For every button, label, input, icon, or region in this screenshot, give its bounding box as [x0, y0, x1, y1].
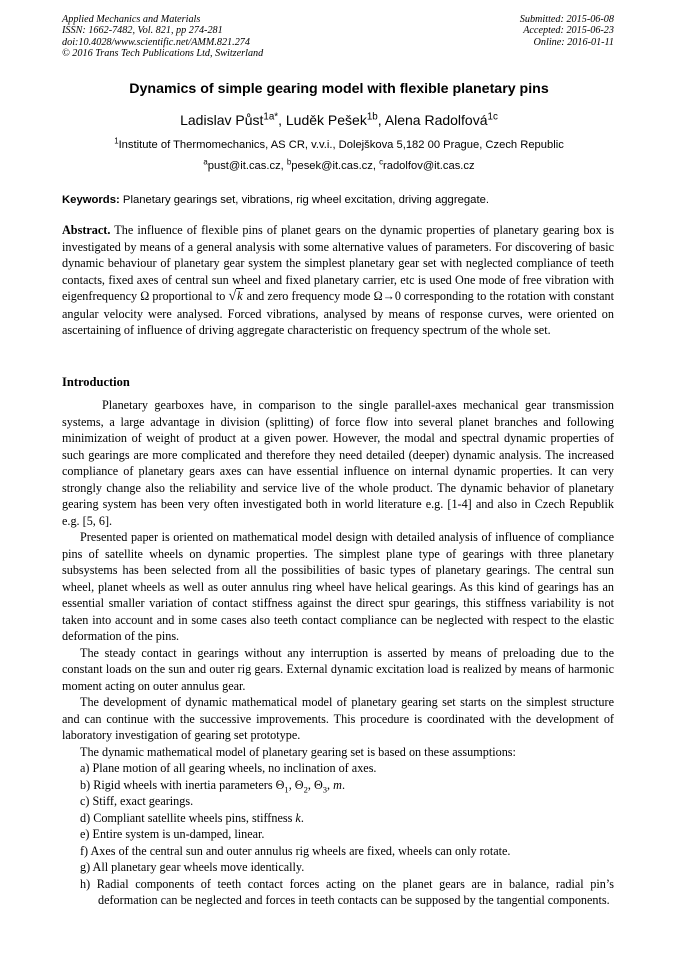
list-item-text: .: [341, 777, 345, 792]
list-item: [62, 777, 614, 794]
subscript: 1: [284, 783, 289, 794]
author-sup: 1b: [366, 111, 378, 123]
online-date: Online: 2016-01-11: [533, 36, 614, 48]
author-name: Luděk Pešek: [285, 112, 367, 128]
accepted-date: Accepted: 2015-06-23: [523, 25, 614, 37]
email-link[interactable]: pust@it.cas.cz,: [207, 160, 287, 172]
list-item-text: b) Rigid wheels with inertia parameters Θ: [80, 777, 285, 792]
list-item-text: , Θ: [307, 777, 323, 792]
keywords-text: Planetary gearings set, vibrations, rig wheel excitation, driving aggregate.: [119, 194, 489, 206]
subscript: 3: [322, 783, 328, 794]
author-name: Ladislav Půst: [180, 112, 264, 128]
author-separator: ,: [377, 112, 385, 128]
affiliation-sup: 1: [114, 136, 119, 146]
keywords: [62, 194, 614, 206]
email-sup: b: [286, 157, 292, 167]
keywords-label: Keywords:: [62, 194, 120, 206]
paragraph: The dynamic mathematical model of planetary gearing set is based on these assumptions:: [80, 744, 516, 759]
submitted-date: Submitted: 2015-06-08: [519, 14, 614, 25]
introduction-body: [62, 397, 614, 909]
list-item: g) All planetary gear wheels move identically.: [80, 860, 305, 874]
abstract-text: and zero frequency mode Ω→0 corresponding to the rotation with constant angular velocity were analysed. Forced vibrations, analysed by means of response curves, were oriented on ascertaining of influence of driving aggregate characteristic on frequency spectrum of the whole set.: [62, 289, 614, 337]
sqrt-symbol: √: [228, 289, 237, 304]
journal-name: Applied Mechanics and Materials: [62, 14, 201, 25]
variable-k: k: [295, 810, 301, 825]
abstract-text: The influence of flexible pins of planet gears on the dynamic properties of planetary gearing box is investigated by means of a general analysis with some alternative values of parameters. For discovering of basic dynamic behaviour of planetary gear system the simplest planetary gear set with neglected compliance of teeth contacts, fixed axes of central sun wheel and fixed planetary carrier, etc is used One mode of free vibration with eigenfrequency Ω proportional to: [62, 223, 614, 303]
list-item-text: .: [300, 810, 304, 825]
abstract: [62, 222, 614, 339]
author-sup: 1c: [487, 111, 498, 123]
affiliation-text: Institute of Thermomechanics, AS CR, v.v.i., Dolejškova 5,182 00 Prague, Czech Republic: [118, 139, 564, 151]
email-sup: a: [203, 157, 208, 167]
variable-m: m: [333, 777, 342, 792]
assumption-list: [62, 760, 614, 909]
list-item: c) Stiff, exact gearings.: [80, 794, 194, 808]
list-item: h) Radial components of teeth contact forces acting on the planet gears are in balance, radial pin’s deformation can be neglected and forces in teeth contacts can be supposed by the tangential components.: [80, 876, 614, 907]
section-heading-introduction: Introduction: [62, 375, 130, 389]
author-list: [0, 112, 678, 128]
sqrt-argument: k: [237, 289, 243, 303]
journal-doi[interactable]: doi:10.4028/www.scientific.net/AMM.821.274: [62, 36, 250, 48]
list-item-text: , Θ: [288, 777, 304, 792]
author-emails: [0, 157, 678, 172]
paragraph: The development of dynamic mathematical model of planetary gearing set starts on the simplest structure and can continue with the successive improvements. This procedure is coordinated with the development of laboratory investigation of gearing set prototype.: [62, 695, 614, 742]
list-item: f) Axes of the central sun and outer annulus rig wheels are fixed, wheels can only rotate.: [80, 843, 511, 858]
paper-title: Dynamics of simple gearing model with flexible planetary pins: [129, 81, 549, 97]
email-link[interactable]: pesek@it.cas.cz,: [291, 160, 380, 172]
email-link[interactable]: radolfov@it.cas.cz: [383, 160, 475, 172]
journal-copyright: © 2016 Trans Tech Publications Ltd, Switzerland: [62, 47, 264, 59]
journal-issn: ISSN: 1662-7482, Vol. 821, pp 274-281: [62, 25, 223, 37]
affiliation: [0, 136, 678, 151]
journal-info: [62, 14, 263, 59]
list-item-text: ,: [327, 777, 334, 792]
abstract-label: Abstract.: [62, 223, 111, 237]
list-item: e) Entire system is un-damped, linear.: [80, 827, 265, 841]
author-sup: 1a*: [263, 111, 279, 123]
paragraph: Planetary gearboxes have, in comparison to the single parallel-axes mechanical gear transmission systems, a large advantage in division (splitting) of force flow into several planet branches and following minimization of weight of product at a given power. However, the modal and spectral dynamic properties of such gearings are more complicated and therefore they need detailed (deeper) dynamic analysis. The increased compliance of planetary gears axes can have essential influence on internal dynamic properties. It can very strongly change also the reliability and service live of the whole product. The dynamic behavior of planetary gearing system has been very often investigated both in world literature e.g. [1-4] and also in Czech Republik e.g. [5, 6].: [62, 398, 614, 528]
list-item-text: d) Compliant satellite wheels pins, stiffness: [80, 810, 296, 825]
subscript: 2: [303, 783, 308, 794]
sqrt-k-formula: [228, 288, 243, 306]
list-item: a) Plane motion of all gearing wheels, no inclination of axes.: [80, 761, 377, 775]
paragraph: Presented paper is oriented on mathematical model design with detailed analysis of influence of compliance pins of satellite wheels on dynamic properties. The simplest plane type of gearings with three planetary subsystems has been selected from all the possibilities of basic types of planetary gearings. The central sun wheel, planet wheels as well as outer annulus ring wheel have helical gearings. As this kind of gearings has an essential smaller variation of contact stiffness against the direct spur gearings, this stiffness variability is not taken into account and in some cases also teeth contact compliance can be neglected with respect to the elastic deformation of the pins.: [62, 530, 614, 643]
email-sup: c: [379, 157, 384, 167]
author-name: Alena Radolfová: [384, 112, 488, 128]
author-separator: ,: [278, 112, 286, 128]
paragraph: The steady contact in gearings without any interruption is asserted by means of preloading due to the constant loads on the sun and outer rig gears. External dynamic excitation load is realized by means of harmonic moment acting on outer annulus gear.: [62, 645, 614, 693]
list-item: [62, 810, 614, 827]
submission-dates: [520, 14, 614, 48]
